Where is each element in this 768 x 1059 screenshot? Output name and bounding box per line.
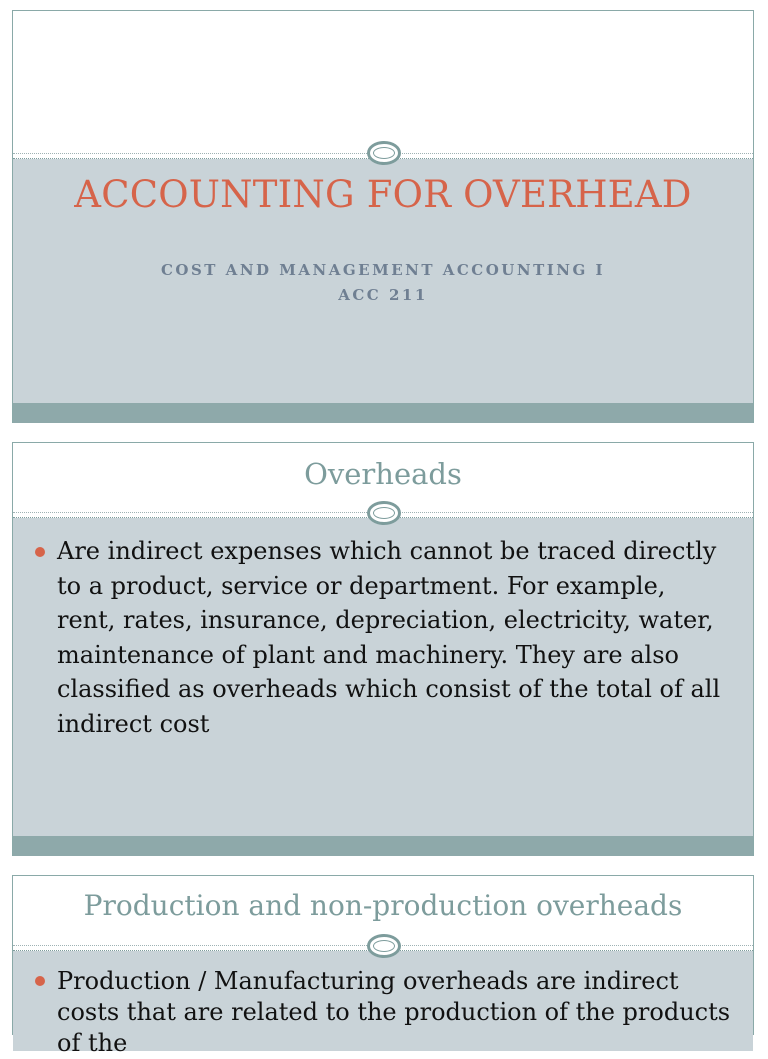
ring-ornament-icon bbox=[367, 934, 401, 958]
bullet-text: Production / Manufacturing overheads are indirect costs that are related to the production of the products of the bbox=[57, 967, 731, 1057]
bullet-text: Are indirect expenses which cannot be traced directly to a product, service or department. For example, rent, rates, insurance, depreciation, electricity, water, maintenance of plant and machinery. They are also classified as overheads which consist of the total of all indirect cost bbox=[57, 537, 721, 738]
presentation-title: ACCOUNTING FOR OVERHEAD bbox=[74, 173, 692, 216]
slide-heading: Production and non-production overheads bbox=[83, 889, 683, 922]
course-code: ACC 211 bbox=[338, 286, 428, 304]
footer-band bbox=[13, 403, 753, 423]
slide-heading: Overheads bbox=[304, 457, 462, 491]
bullet-list bbox=[33, 534, 729, 741]
footer-band bbox=[13, 836, 753, 856]
bullet-dot-icon bbox=[35, 547, 45, 557]
slide-header-area bbox=[13, 11, 753, 159]
bullet-item bbox=[33, 966, 735, 1059]
bullet-list bbox=[33, 966, 735, 1059]
bullet-item bbox=[33, 534, 729, 741]
course-name: COST AND MANAGEMENT ACCOUNTING I bbox=[160, 261, 606, 279]
slide-overheads bbox=[12, 442, 754, 856]
ring-ornament-icon bbox=[367, 141, 401, 165]
bullet-dot-icon bbox=[35, 976, 45, 986]
slide-title bbox=[12, 10, 754, 423]
slide-production-overheads bbox=[12, 875, 754, 1057]
ring-ornament-icon bbox=[367, 501, 401, 525]
